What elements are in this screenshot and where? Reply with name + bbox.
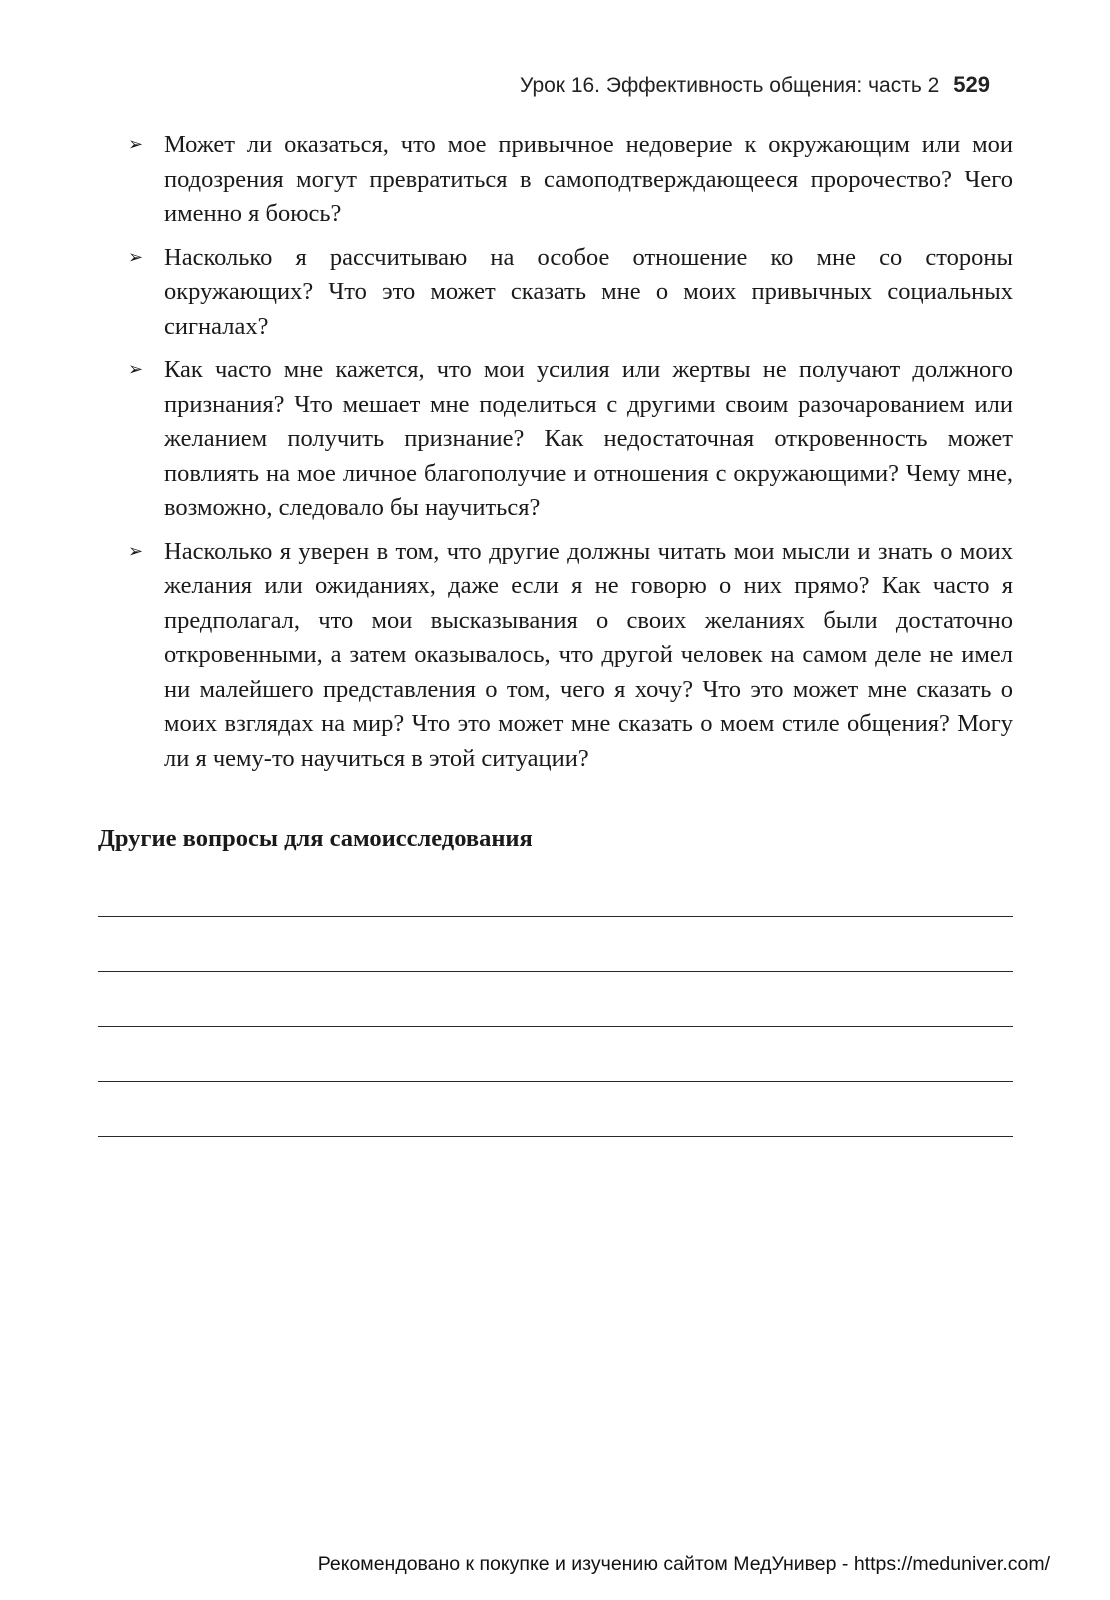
answer-line <box>98 1082 1013 1137</box>
answer-line <box>98 1027 1013 1082</box>
list-item <box>128 535 1013 777</box>
list-item-text: Насколько я рассчитываю на особое отношение ко мне со стороны окружающих? Что это может сказать мне о моих привычных социальных сигналах? <box>164 243 1013 340</box>
arrowhead-bullet-icon: ➢ <box>128 134 144 155</box>
list-item <box>128 128 1013 232</box>
list-item <box>128 241 1013 345</box>
list-item-text: Как часто мне кажется, что мои усилия или жертвы не получают должного признания? Что мешает мне поделиться с другими своим разочарованием или желанием получить признание? Как недостаточная откровенность может повлиять на мое личное благополучие и отношения с окружающими? Чему мне, возможно, следовало бы научиться? <box>164 356 1013 521</box>
running-head <box>520 72 990 98</box>
answer-line <box>98 972 1013 1027</box>
arrowhead-bullet-icon: ➢ <box>128 359 144 380</box>
running-title: Урок 16. Эффективность общения: часть 2 <box>520 74 940 97</box>
page-number: 529 <box>953 72 990 97</box>
question-list <box>128 128 1013 785</box>
list-item-text: Может ли оказаться, что мое привычное недоверие к окружающим или мои подозрения могут превратиться в самоподтверждающееся пророчество? Чего именно я боюсь? <box>164 131 1013 227</box>
section-heading: Другие вопросы для самоисследования <box>98 825 533 852</box>
answer-line <box>98 862 1013 917</box>
footer-note: Рекомендовано к покупке и изучению сайтом МедУнивер - https://meduniver.com/ <box>317 1553 1050 1575</box>
arrowhead-bullet-icon: ➢ <box>128 246 144 268</box>
answer-line <box>98 917 1013 972</box>
arrowhead-bullet-icon: ➢ <box>128 540 144 562</box>
list-item-text: Насколько я уверен в том, что другие должны читать мои мысли и знать о моих желания или ожиданиях, даже если я не говорю о них прямо? Как часто я предполагал, что мои высказывания о своих желаниях были достаточно откровенными, а затем оказывалось, что другой человек на самом деле не имел ни малейшего представления о том, чего я хочу? Что это может мне сказать о моих взглядах на мир? Что это может мне сказать о моем стиле общения? Могу ли я чему-то научиться в этой ситуации? <box>164 537 1013 772</box>
list-item <box>128 353 1013 526</box>
answer-lines <box>98 862 1013 1137</box>
